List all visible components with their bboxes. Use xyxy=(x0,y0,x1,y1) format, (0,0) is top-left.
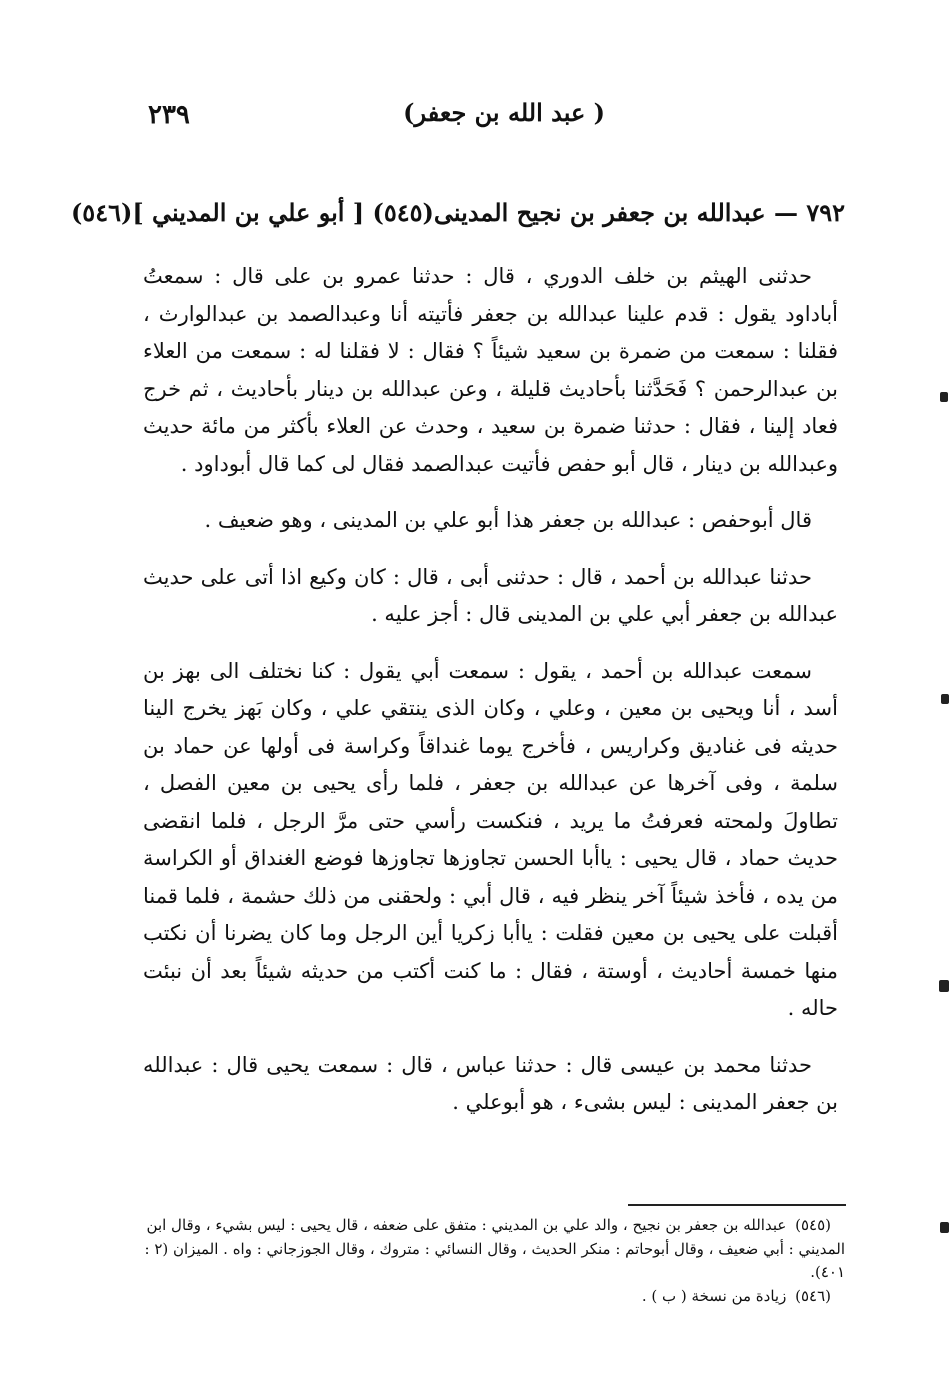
scan-mark xyxy=(940,392,948,402)
footnotes xyxy=(140,1214,845,1308)
body-text xyxy=(143,258,838,1141)
footnote-label: (٥٤٦) xyxy=(795,1286,831,1305)
paragraph: قال أبوحفص : عبدالله بن جعفر هذا أبو علي بن المدينى ، وهو ضعيف . xyxy=(204,508,812,532)
paragraph: سمعت عبدالله بن أحمد ، يقول : سمعت أبي يقول : كنا نختلف الى بهز بن أسد ، أنا ويحيى بن معين ، وعلي ، وكان الذى ينتقي علي ، وكان بَهز يخرج الينا حديثه فى غناديق وكراريس ، فأخرج يوما غنداقاً وكراسة فى أولها عن حماد بن سلمة ، وفى آخرها عن عبدالله بن جعفر ، فلما رأى يحيى بن معين الفصل ، تطاولَ ولمحته فعرفتُ ما يريد ، فنكست رأسي حتى مرَّ الرجل ، فلما انقضى حديث حماد ، قال يحيى : ياأبا الحسن تجاوزها تجاوزها فوضع الغنداق أو الكراسة من يده ، فأخذ شيئاً آخر ينظر فيه ، قال أبي : ولحقنى من ذلك حشمة ، فلما قمنا أقبلت على يحيى بن معين فقلت : ياأبا زكريا أين الرجل وما كان يضرنا أن نكتب منها خمسة أحاديث ، أوستة ، فقال : ما كنت أكتب من حديثه شيئاً بعد أن نبئت حاله . xyxy=(143,658,838,1020)
paragraph: حدثنا محمد بن عيسى قال : حدثنا عباس ، قال : سمعت يحيى قال : عبدالله بن جعفر المدينى : ليس بشىء ، هو أبوعلي . xyxy=(143,1052,838,1114)
footnote-text: عبدالله بن جعفر بن نجيح ، والد علي بن المديني : متفق على ضعفه ، قال يحيى : ليس بشيء ، وقال ابن المديني : أبي ضعيف ، وقال أبوحاتم : منكر الحديث ، وقال النسائي : متروك ، وقال الجوزجاني : واه . الميزان (٢ : ٤٠١). xyxy=(144,1216,845,1281)
paragraph: حدثنا عبدالله بن أحمد ، قال : حدثنى أبى ، قال : كان وكيع اذا أتى على حديث عبدالله بن جعفر أبي علي بن المدينى قال : أجز عليه . xyxy=(143,564,838,626)
footnote-text: زيادة من نسخة ( ب ) . xyxy=(641,1286,787,1305)
footnote xyxy=(140,1214,845,1285)
footnote-label: (٥٤٥) xyxy=(795,1216,831,1234)
entry-heading: ٧٩٢ — عبدالله بن جعفر بن نجيح المدينى(٥٤٥) [ أبو علي بن المديني ](٥٤٦) xyxy=(70,198,845,227)
running-title: ( عبد الله بن جعفر) xyxy=(403,98,605,127)
scan-mark xyxy=(939,980,949,992)
footnote-divider xyxy=(628,1204,846,1206)
page-number: ٢٣٩ xyxy=(148,100,190,130)
running-header xyxy=(140,96,845,136)
paragraph: حدثنى الهيثم بن خلف الدوري ، قال : حدثنا عمرو بن على قال : سمعتُ أباداود يقول : قدم علينا عبدالله بن جعفر فأتيته أنا وعبدالصمد بن عبدالوارث ، فقلنا : سمعت من ضمرة بن سعيد شيئاً ؟ فقال : لا فقلنا له : سمعت من العلاء بن عبدالرحمن ؟ فَحَدَّثنا بأحاديث قليلة ، وعن عبدالله بن دينار بأحاديث ، ثم خرج فعاد إلينا ، فقال : حدثنا ضمرة بن سعيد ، وحدث عن العلاء بأكثر من مائة حديث وعبدالله بن دينار ، قال أبو حفص فأتيت عبدالصمد فقال لى كما قال أبوداود . xyxy=(143,264,838,476)
scan-mark xyxy=(941,694,949,704)
scan-mark xyxy=(940,1222,949,1233)
footnote xyxy=(140,1285,845,1309)
